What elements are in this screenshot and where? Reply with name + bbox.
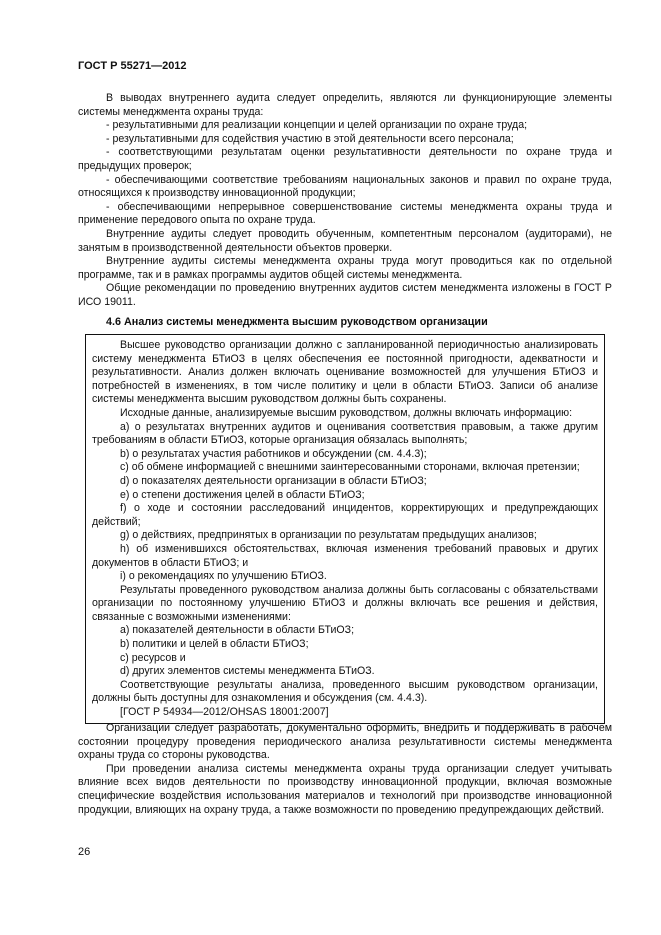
paragraph: Организации следует разработать, документально оформить, внедрить и поддерживать в рабочем состоянии процедуру проведения периодического анализа результативности системы менеджмента охраны труда со стороны руководства. xyxy=(78,722,612,762)
list-item: d) других элементов системы менеджмента БТиОЗ. xyxy=(120,665,375,678)
list-item: - результативными для содействия участию в этой деятельности всего персонала; xyxy=(106,132,514,145)
paragraph: При проведении анализа системы менеджмента охраны труда организации следует учитывать влияние всех видов деятельности по производству инновационной продукции, включая возможные специфические воздействия использования материалов и технологий при производстве инновационной продукции, влияющих на охрану труда, а также возможности по проведению предупреждающих действий. xyxy=(78,762,612,816)
list-item: - результативными для реализации концепции и целей организации по охране труда; xyxy=(106,119,528,132)
paragraph: Высшее руководство организации должно с запланированной периодичностью анализировать систему менеджмента БТиОЗ в целях обеспечения ее постоянной пригодности, адекватности и результативности. Анализ должен включать оценивание возможностей для улучшения БТиОЗ и потребностей в изменениях, в том числе политику и цели в области БТиОЗ. Записи об анализе системы менеджмента высшим руководством должны быть сохранены. xyxy=(92,339,598,406)
list-item: d) о показателях деятельности организации в области БТиОЗ; xyxy=(120,474,427,487)
paragraph: Общие рекомендации по проведению внутренних аудитов систем менеджмента изложены в ГОСТ Р ИСО 19011. xyxy=(78,282,612,308)
paragraph: В выводах внутреннего аудита следует определить, являются ли функционирующие элементы системы менеджмента охраны труда: xyxy=(78,92,612,118)
list-item: c) ресурсов и xyxy=(120,651,186,664)
outro-text xyxy=(78,722,612,817)
paragraph: Внутренние аудиты системы менеджмента охраны труда могут проводиться как по отдельной программе, так и в рамках программы аудитов общей системы менеджмента. xyxy=(78,255,612,281)
page-number: 26 xyxy=(78,846,91,858)
list-item: g) о действиях, предпринятых в организации по результатам предыдущих анализов; xyxy=(120,529,537,542)
list-item: - соответствующими результатам оценки результативности деятельности по охране труда и предыдущих проверок; xyxy=(78,146,612,172)
list-item: b) политики и целей в области БТиОЗ; xyxy=(120,638,309,651)
list-item: c) об обмене информацией с внешними заинтересованными сторонами, включая претензии; xyxy=(120,461,580,474)
list-item: а) показателей деятельности в области БТиОЗ; xyxy=(120,624,355,637)
list-item: - обеспечивающими соответствие требованиям национальных законов и правил по охране труда, относящихся к производству инновационной продукции; xyxy=(78,173,612,200)
paragraph: Соответствующие результаты анализа, проведенного высшим руководством организации, должны быть доступны для ознакомления и обсуждения (см. 4.4.3). xyxy=(92,678,598,705)
list-item: h) об изменившихся обстоятельствах, включая изменения требований правовых и других документов в области БТиОЗ; и xyxy=(92,542,598,569)
document-header: ГОСТ Р 55271—2012 xyxy=(78,60,187,72)
list-item: i) о рекомендациях по улучшению БТиОЗ. xyxy=(120,570,327,583)
list-item: e) о степени достижения целей в области БТиОЗ; xyxy=(120,488,365,501)
list-item: f) о ходе и состоянии расследований инцидентов, корректирующих и предупреждающих действий; xyxy=(92,502,598,528)
list-item: - обеспечивающими непрерывное совершенствование системы менеджмента охраны труда и применение передового опыта по охране труда. xyxy=(78,200,612,227)
paragraph: Внутренние аудиты следует проводить обученным, компетентным персоналом (аудиторами), не занятым в производственной деятельности объектов проверки. xyxy=(78,227,612,254)
paragraph: Исходные данные, анализируемые высшим руководством, должны включать информацию: xyxy=(120,406,573,419)
list-item: а) о результатах внутренних аудитов и оценивания соответствия правовым, а также другим требованиям в области БТиОЗ, которые организация обязалась выполнять; xyxy=(92,420,598,447)
quoted-standard-box xyxy=(85,334,605,724)
paragraph: Результаты проведенного руководством анализа должны быть согласованы с обязательствами организации по постоянному улучшению БТиОЗ и должны включать все решения и действия, связанные с возможными изменениями: xyxy=(92,583,598,623)
list-item: b) о результатах участия работников и обсуждении (см. 4.4.3); xyxy=(120,447,427,460)
reference: [ГОСТ Р 54934—2012/OHSAS 18001:2007] xyxy=(120,706,329,719)
section-title: 4.6 Анализ системы менеджмента высшим руководством организации xyxy=(106,316,488,328)
intro-text xyxy=(78,92,612,310)
